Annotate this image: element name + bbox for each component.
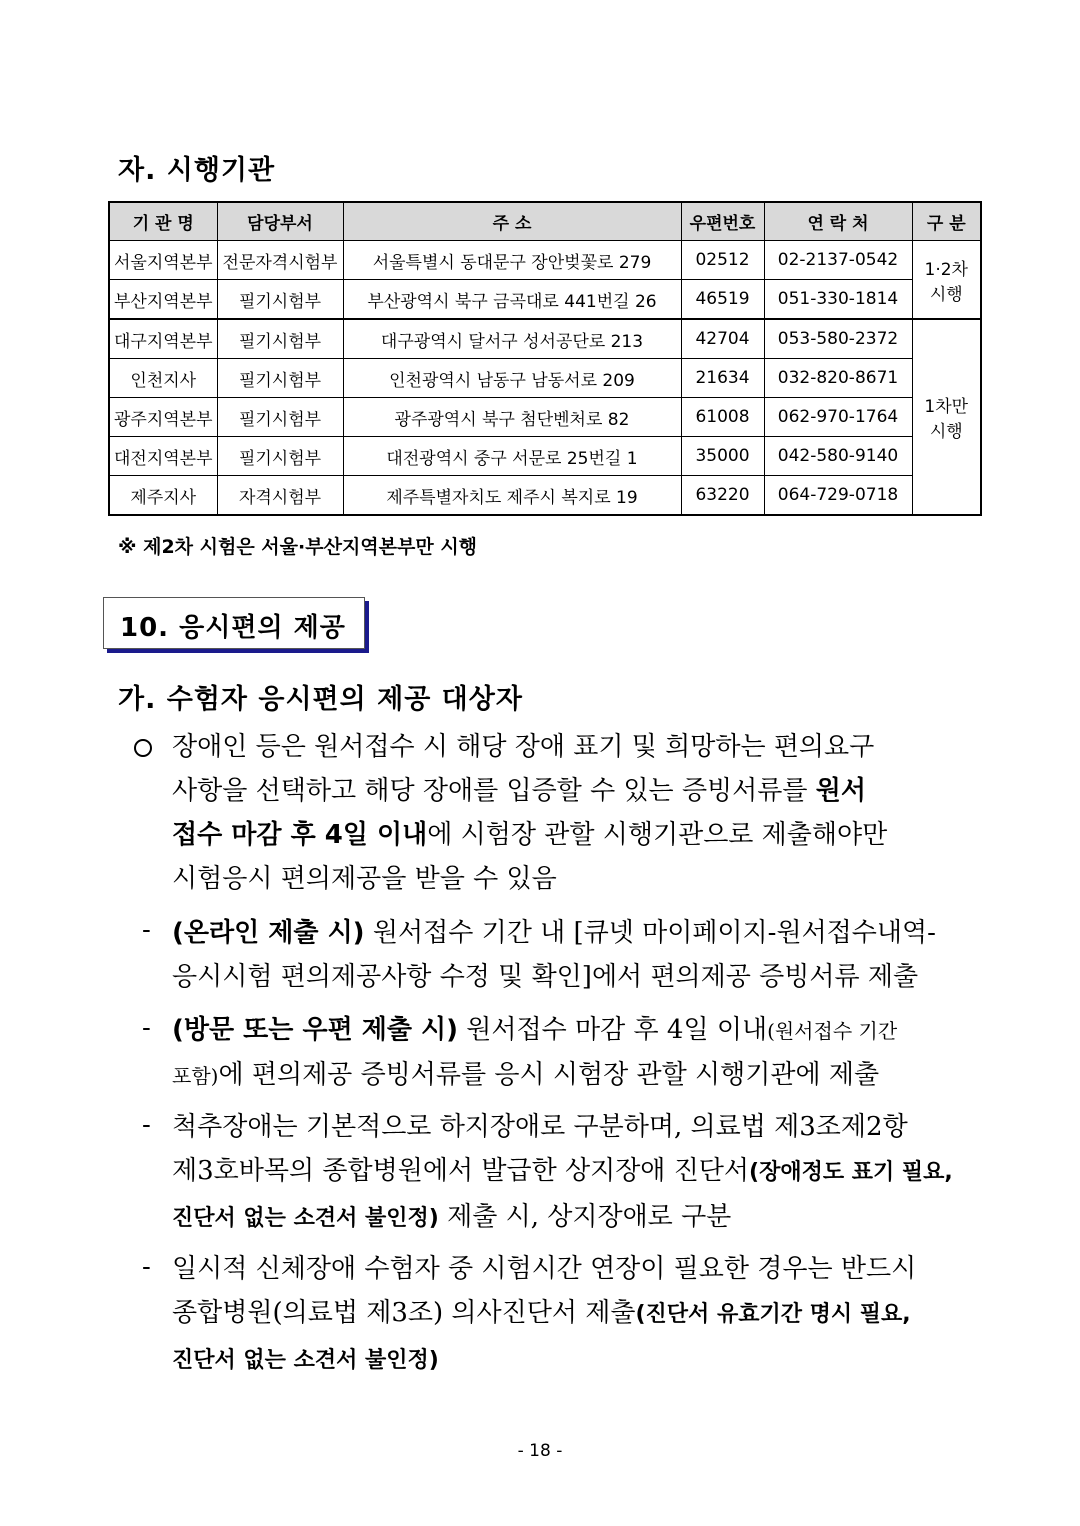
cell-group bbox=[912, 319, 981, 515]
paragraph-text: 원서접수 마감 후 4일 이내 bbox=[458, 1015, 768, 1045]
group-label-line: 시행 bbox=[929, 422, 963, 442]
table-row bbox=[109, 280, 981, 320]
dash-bullet: - bbox=[142, 1252, 151, 1282]
cell-phone: 053-580-2372 bbox=[764, 319, 912, 359]
paragraph-line: 일시적 신체장애 수험자 중 시험시간 연장이 필요한 경우는 반드시 bbox=[172, 1254, 917, 1284]
paragraph-line: 시험응시 편의제공을 받을 수 있음 bbox=[172, 864, 557, 894]
cell-zip: 63220 bbox=[681, 476, 764, 516]
cell-dept: 필기시험부 bbox=[217, 280, 343, 320]
table-header-row bbox=[109, 202, 981, 241]
cell-address: 광주광역시 북구 첨단벤처로 82 bbox=[343, 398, 681, 437]
emphasis-text: 접수 마감 후 4일 이내 bbox=[172, 820, 428, 850]
cell-address: 대전광역시 중구 서문로 25번길 1 bbox=[343, 437, 681, 476]
cell-zip: 61008 bbox=[681, 398, 764, 437]
section-title: 10. 응시편의 제공 bbox=[120, 613, 346, 643]
group-label-line: 1차만 bbox=[924, 397, 969, 417]
header-cell: 주 소 bbox=[343, 202, 681, 241]
cell-name: 서울지역본부 bbox=[109, 241, 217, 280]
cell-dept: 필기시험부 bbox=[217, 398, 343, 437]
table-row bbox=[109, 398, 981, 437]
small-text: 포함) bbox=[172, 1064, 219, 1088]
paragraph-text: 에 시험장 관할 시행기관으로 제출해야만 bbox=[427, 820, 888, 850]
table-row bbox=[109, 359, 981, 398]
table-row bbox=[109, 241, 981, 280]
group-label-line: 시행 bbox=[929, 284, 963, 305]
header-cell: 구 분 bbox=[912, 202, 981, 241]
cell-zip: 42704 bbox=[681, 319, 764, 359]
emphasis-text: 진단서 없는 소견서 불인정) bbox=[172, 1206, 439, 1231]
cell-name: 대전지역본부 bbox=[109, 437, 217, 476]
dash-item-spine bbox=[172, 1105, 980, 1241]
emphasis-text: 진단서 없는 소견서 불인정) bbox=[172, 1348, 439, 1373]
emphasis-text: (온라인 제출 시) bbox=[172, 918, 365, 948]
cell-address: 대구광역시 달서구 성서공단로 213 bbox=[343, 319, 681, 359]
cell-address: 인천광역시 남동구 남동서로 209 bbox=[343, 359, 681, 398]
cell-name: 광주지역본부 bbox=[109, 398, 217, 437]
cell-name: 제주지사 bbox=[109, 476, 217, 516]
emphasis-text: (진단서 유효기간 명시 필요, bbox=[635, 1302, 911, 1327]
dash-bullet: - bbox=[142, 1013, 151, 1043]
table-row bbox=[109, 319, 981, 359]
cell-dept: 필기시험부 bbox=[217, 319, 343, 359]
cell-name: 인천지사 bbox=[109, 359, 217, 398]
circle-bullet-icon bbox=[132, 734, 158, 760]
institution-table bbox=[108, 201, 982, 516]
table-note: ※ 제2차 시험은 서울·부산지역본부만 시행 bbox=[118, 536, 478, 558]
cell-group bbox=[912, 241, 981, 320]
paragraph-main bbox=[172, 725, 980, 901]
subsection-heading: 가. 수험자 응시편의 제공 대상자 bbox=[118, 684, 523, 715]
header-cell: 담당부서 bbox=[217, 202, 343, 241]
dash-bullet: - bbox=[142, 1110, 151, 1140]
cell-dept: 전문자격시험부 bbox=[217, 241, 343, 280]
paragraph-line: 응시시험 편의제공사항 수정 및 확인]에서 편의제공 증빙서류 제출 bbox=[172, 962, 919, 992]
cell-dept: 자격시험부 bbox=[217, 476, 343, 516]
paragraph-line: 장애인 등은 원서접수 시 해당 장애 표기 및 희망하는 편의요구 bbox=[172, 732, 875, 762]
cell-zip: 46519 bbox=[681, 280, 764, 320]
cell-name: 부산지역본부 bbox=[109, 280, 217, 320]
header-cell: 우편번호 bbox=[681, 202, 764, 241]
cell-phone: 02-2137-0542 bbox=[764, 241, 912, 280]
page-number: - 18 - bbox=[517, 1441, 563, 1461]
cell-dept: 필기시험부 bbox=[217, 359, 343, 398]
dash-item-visit bbox=[172, 1008, 980, 1098]
cell-phone: 051-330-1814 bbox=[764, 280, 912, 320]
cell-zip: 02512 bbox=[681, 241, 764, 280]
paragraph-text: 원서접수 기간 내 [큐넷 마이페이지-원서접수내역- bbox=[364, 918, 936, 948]
header-cell: 연 락 처 bbox=[764, 202, 912, 241]
small-text: (원서접수 기간 bbox=[767, 1019, 898, 1043]
dash-bullet: - bbox=[142, 915, 151, 945]
section-heading-ja: 자. 시행기관 bbox=[118, 155, 276, 186]
cell-address: 제주특별자치도 제주시 복지로 19 bbox=[343, 476, 681, 516]
group-label-line: 1·2차 bbox=[924, 259, 968, 280]
paragraph-text: 종합병원(의료법 제3조) 의사진단서 제출 bbox=[172, 1298, 636, 1328]
cell-phone: 064-729-0718 bbox=[764, 476, 912, 516]
dash-item-online bbox=[172, 911, 980, 999]
header-cell: 기 관 명 bbox=[109, 202, 217, 241]
cell-phone: 032-820-8671 bbox=[764, 359, 912, 398]
paragraph-text: 사항을 선택하고 해당 장애를 입증할 수 있는 증빙서류를 bbox=[172, 776, 816, 806]
cell-zip: 21634 bbox=[681, 359, 764, 398]
cell-dept: 필기시험부 bbox=[217, 437, 343, 476]
paragraph-text: 에 편의제공 증빙서류를 응시 시험장 관할 시행기관에 제출 bbox=[218, 1060, 880, 1090]
emphasis-text: (방문 또는 우편 제출 시) bbox=[172, 1015, 459, 1045]
emphasis-text: (장애정도 표기 필요, bbox=[749, 1160, 953, 1185]
cell-zip: 35000 bbox=[681, 437, 764, 476]
table-row bbox=[109, 437, 981, 476]
cell-address: 부산광역시 북구 금곡대로 441번길 26 bbox=[343, 280, 681, 320]
paragraph-line: 척추장애는 기본적으로 하지장애로 구분하며, 의료법 제3조제2항 bbox=[172, 1112, 908, 1142]
dash-item-temporary bbox=[172, 1247, 980, 1383]
cell-phone: 042-580-9140 bbox=[764, 437, 912, 476]
cell-address: 서울특별시 동대문구 장안벚꽃로 279 bbox=[343, 241, 681, 280]
table-row bbox=[109, 476, 981, 516]
cell-phone: 062-970-1764 bbox=[764, 398, 912, 437]
paragraph-text: 제3호바목의 종합병원에서 발급한 상지장애 진단서 bbox=[172, 1156, 750, 1186]
paragraph-text: 제출 시, 상지장애로 구분 bbox=[438, 1202, 732, 1232]
emphasis-text: 원서 bbox=[815, 776, 867, 806]
cell-name: 대구지역본부 bbox=[109, 319, 217, 359]
